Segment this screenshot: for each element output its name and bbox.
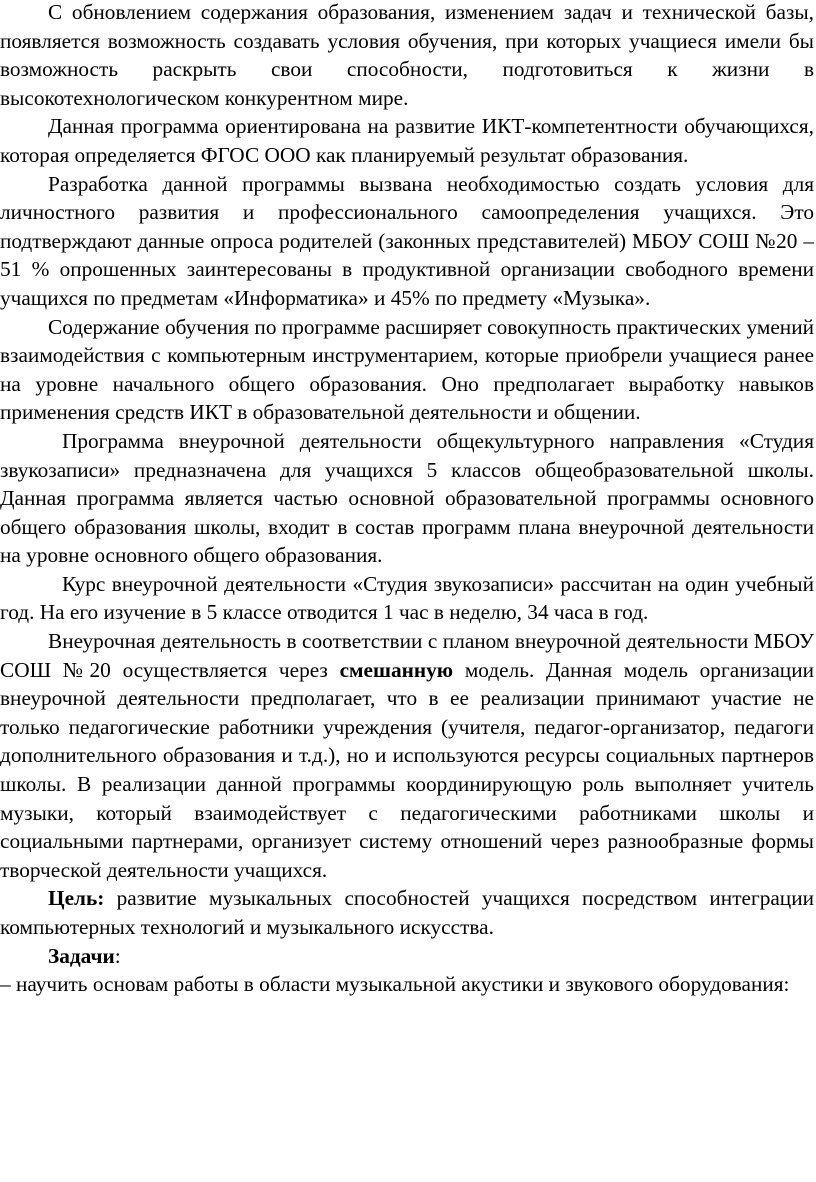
paragraph-ict: Данная программа ориентирована на развитие ИКТ-компетентности обучающихся, которая определяется ФГОС ООО как планируемый результат образования. [0,114,814,167]
paragraph-goal [0,884,814,941]
model-text-after: модель. Данная модель организации внеурочной деятельности предполагает, что в ее реализации принимают участие не только педагогические работники учреждения (учителя, педагог-организатор, педагоги дополнительного образования и т.д.), но и используются ресурсы социальных партнеров школы. В реализации данной программы координирующую роль выполняет учитель музыки, который взаимодействует с педагогическими работниками школы и социальными партнерами, организует систему отношений через разнообразные формы творческой деятельности учащихся. [0,657,814,882]
paragraph-program: Программа внеурочной деятельности общекультурного направления «Студия звукозаписи» предназначена для учащихся 5 классов общеобразовательной школы. Данная программа является частью основной образовательной программы основного общего образования школы, входит в состав программ плана внеурочной деятельности на уровне основного общего образования. [0,428,814,568]
model-bold-word: смешанную [339,657,454,682]
paragraph-course: Курс внеурочной деятельности «Студия звукозаписи» рассчитан на один учебный год. На его изучение в 5 классе отводится 1 час в неделю, 34 часа в год. [0,571,814,625]
paragraph-task-1: – научить основам работы в области музыкальной акустики и звукового оборудования: [0,972,790,997]
paragraph-development: Разработка данной программы вызвана необходимостью создать условия для личностного развития и профессионального самоопределения учащихся. Это подтверждают данные опроса родителей (законных представителей) МБОУ СОШ №20 – 51 % опрошенных заинтересованы в продуктивной организации свободного времени учащихся по предметам «Информатика» и 45% по предмету «Музыка». [0,171,814,310]
model-text-before: Внеурочная деятельность в соответствии с планом внеурочной деятельности МБОУ СОШ №20 осуществляется через [0,629,814,682]
tasks-label: Задачи [48,943,115,968]
paragraph-intro: С обновлением содержания образования, изменением задач и технической базы, появляется возможность создавать условия обучения, при которых учащиеся имели бы возможность раскрыть свои способности, подготовиться к жизни в высокотехнологическом конкурентном мире. [0,0,814,110]
paragraph-model [0,627,814,884]
paragraph-content: Содержание обучения по программе расширяет совокупность практических умений взаимодействия с компьютерным инструментарием, которые приобрели учащиеся ранее на уровне начального общего образования. Оно предполагает выработку навыков применения средств ИКТ в образовательной деятельности и общении. [0,314,814,425]
paragraph-tasks-heading [0,942,814,971]
goal-label: Цель: [48,886,105,911]
goal-text: развитие музыкальных способностей учащихся посредством интеграции компьютерных технологий и музыкального искусства. [0,886,814,939]
tasks-colon: : [114,943,121,968]
